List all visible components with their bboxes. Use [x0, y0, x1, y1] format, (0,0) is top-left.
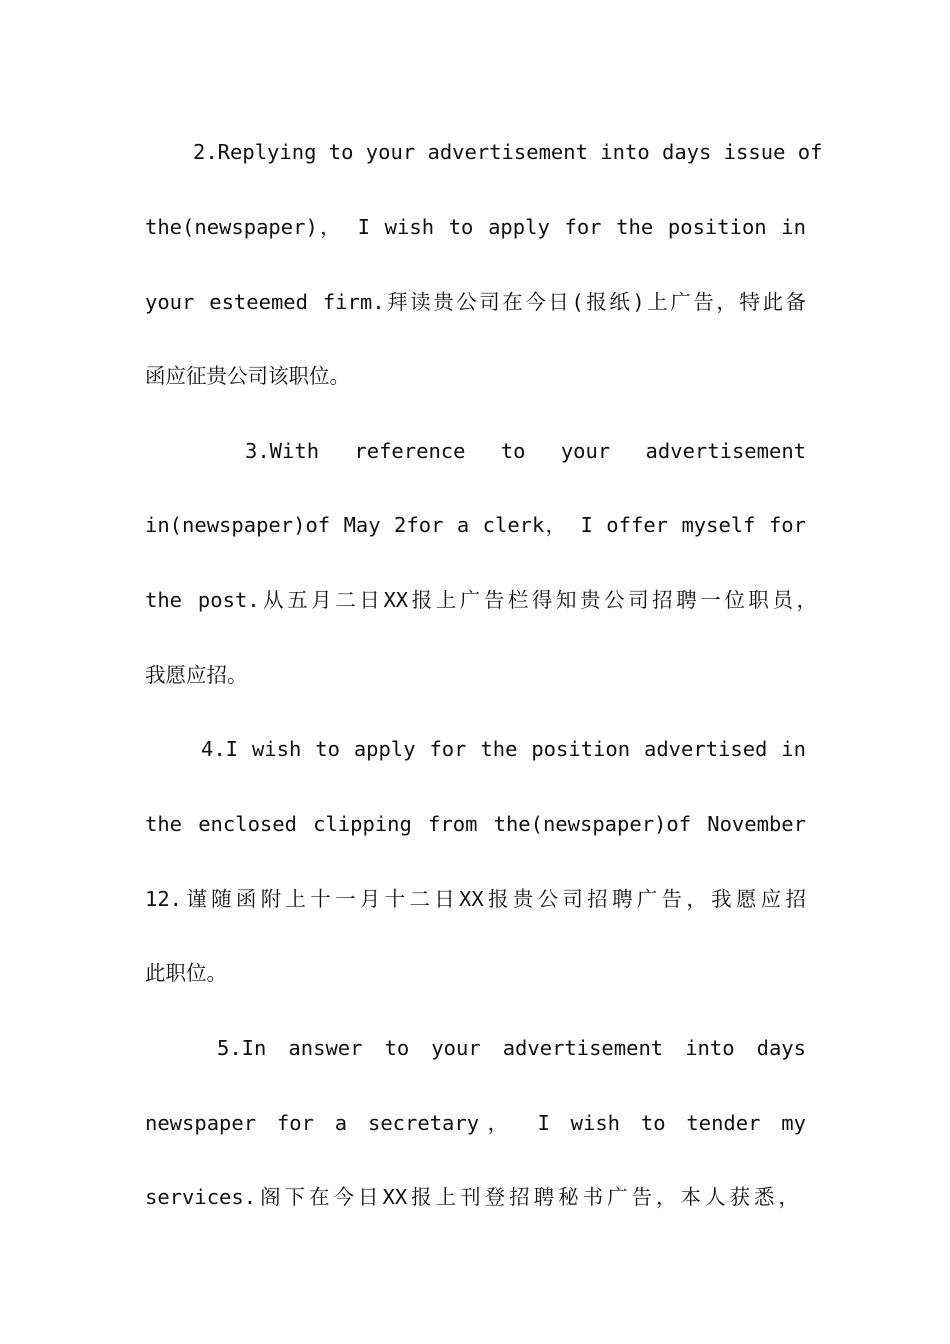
paragraph-4-line-2: the enclosed clipping from the(newspaper)of November [145, 812, 806, 836]
paragraph-4-line-1: 4.I wish to apply for the position advertised in [201, 737, 806, 761]
paragraph-2-line-3: your esteemed firm.拜读贵公司在今日(报纸)上广告，特此备 [145, 290, 806, 314]
paragraph-4-line-4: 此职位。 [145, 961, 227, 985]
paragraph-2-line-2: the(newspaper)， I wish to apply for the position in [145, 215, 806, 239]
paragraph-5-line-1: 5.In answer to your advertisement into days [217, 1036, 806, 1060]
paragraph-5-line-3: services.阁下在今日XX报上刊登招聘秘书广告，本人获悉， [145, 1185, 799, 1209]
paragraph-2-line-4: 函应征贵公司该职位。 [145, 364, 350, 388]
paragraph-2-line-1: 2.Replying to your advertisement into days issue of [193, 140, 823, 164]
paragraph-3-line-4: 我愿应招。 [145, 663, 248, 687]
paragraph-3-line-2: in(newspaper)of May 2for a clerk， I offer myself for [145, 513, 806, 537]
paragraph-3-line-1: 3.With reference to your advertisement [245, 439, 806, 463]
paragraph-4-line-3: 12.谨随函附上十一月十二日XX报贵公司招聘广告，我愿应招 [145, 887, 806, 911]
paragraph-5-line-2: newspaper for a secretary， I wish to tender my [145, 1111, 806, 1135]
paragraph-3-line-3: the post.从五月二日XX报上广告栏得知贵公司招聘一位职员， [145, 588, 817, 612]
